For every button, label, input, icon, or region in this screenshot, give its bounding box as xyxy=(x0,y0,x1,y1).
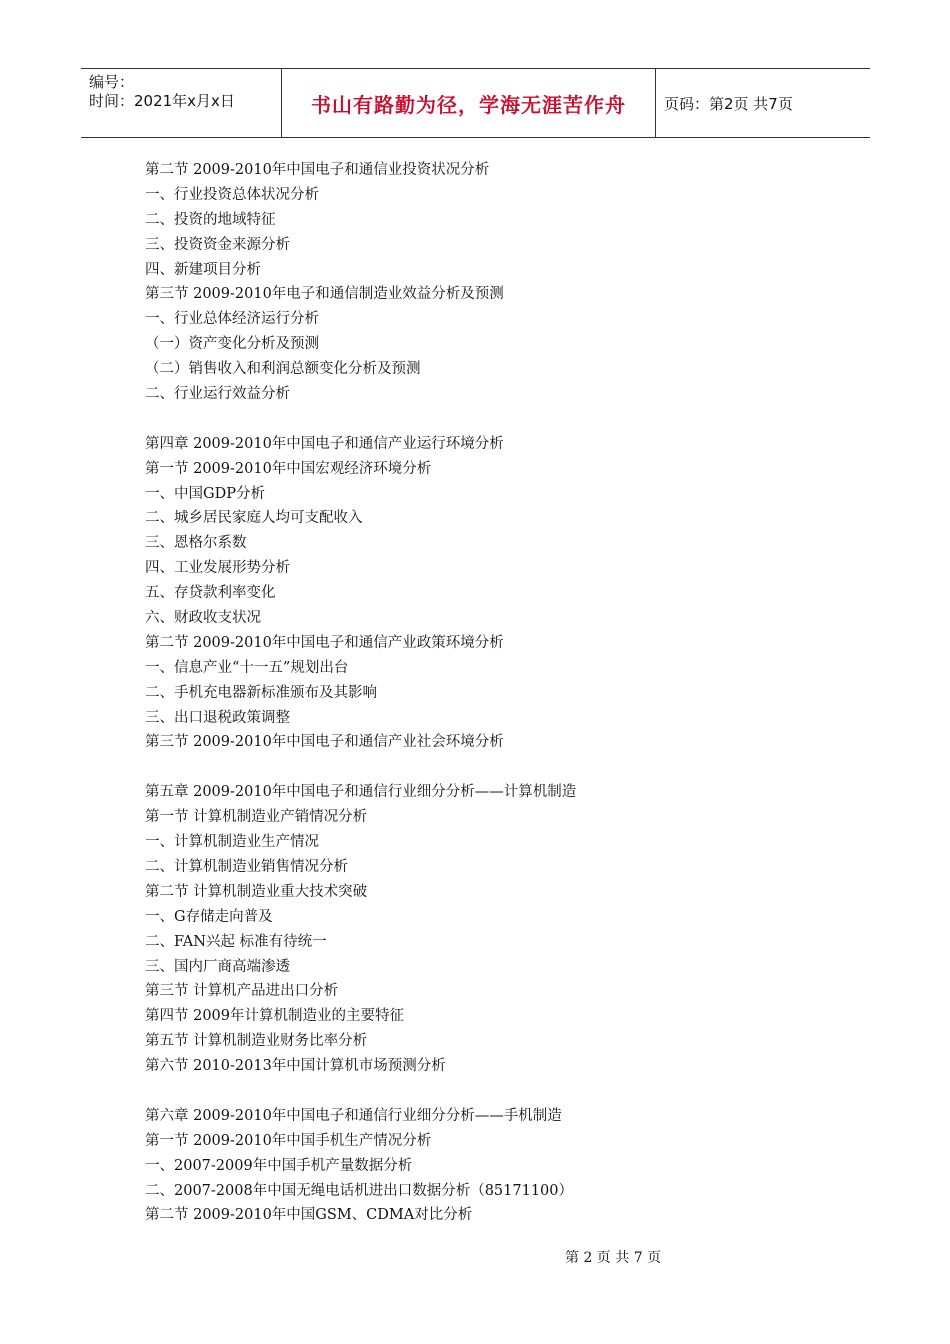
toc-spacer xyxy=(145,407,865,432)
toc-line: 二、计算机制造业销售情况分析 xyxy=(145,858,348,875)
toc-line: 第三节 2009-2010年电子和通信制造业效益分析及预测 xyxy=(145,286,504,303)
toc-line: 二、手机充电器新标准颁布及其影响 xyxy=(145,684,377,701)
toc-line: 第一节 计算机制造业产销情况分析 xyxy=(145,809,368,826)
document-date-label: 时间：2021年x月x日 xyxy=(89,92,235,110)
toc-line: （一）资产变化分析及预测 xyxy=(145,336,319,353)
header-page-number: 页码：第2页 共7页 xyxy=(664,94,793,113)
page-footer xyxy=(0,1247,950,1267)
document-number-label: 编号： xyxy=(89,73,135,91)
toc-line: 第三节 2009-2010年中国电子和通信产业社会环境分析 xyxy=(145,734,504,751)
toc-line: 三、出口退税政策调整 xyxy=(145,709,290,726)
toc-line: 第四章 2009-2010年中国电子和通信产业运行环境分析 xyxy=(145,435,504,452)
toc-line: 一、G存储走向普及 xyxy=(145,908,273,925)
footer-page-number: 第 2 页 共 7 页 xyxy=(565,1250,662,1266)
toc-line: 第五章 2009-2010年中国电子和通信行业细分分析——计算机制造 xyxy=(145,784,577,801)
toc-line: 第二节 2009-2010年中国电子和通信产业政策环境分析 xyxy=(145,634,504,651)
toc-line: 三、恩格尔系数 xyxy=(145,535,247,552)
toc-line: 一、行业总体经济运行分析 xyxy=(145,311,319,328)
toc-line: 第六节 2010-2013年中国计算机市场预测分析 xyxy=(145,1058,446,1075)
toc-spacer xyxy=(145,755,865,780)
toc-line: 第一节 2009-2010年中国手机生产情况分析 xyxy=(145,1132,432,1149)
toc-line: 二、2007-2008年中国无绳电话机进出口数据分析（85171100） xyxy=(145,1182,574,1199)
toc-line: 第五节 计算机制造业财务比率分析 xyxy=(145,1033,368,1050)
toc-line: 一、2007-2009年中国手机产量数据分析 xyxy=(145,1157,413,1174)
toc-line: 一、行业投资总体状况分析 xyxy=(145,186,319,203)
toc-line: 三、投资资金来源分析 xyxy=(145,236,290,253)
table-of-contents xyxy=(145,158,865,1228)
toc-line: （二）销售收入和利润总额变化分析及预测 xyxy=(145,361,421,378)
page-header xyxy=(81,68,870,138)
toc-line: 二、城乡居民家庭人均可支配收入 xyxy=(145,510,363,527)
toc-line: 第二节 计算机制造业重大技术突破 xyxy=(145,883,368,900)
toc-line: 第三节 计算机产品进出口分析 xyxy=(145,983,339,1000)
toc-line: 一、中国GDP分析 xyxy=(145,485,265,502)
header-motto: 书山有路勤为径，学海无涯苦作舟 xyxy=(282,69,656,137)
toc-line: 一、计算机制造业生产情况 xyxy=(145,834,319,851)
toc-line: 一、信息产业“十一五”规划出台 xyxy=(145,659,349,676)
header-meta xyxy=(81,69,282,137)
toc-line: 四、工业发展形势分析 xyxy=(145,560,290,577)
toc-line: 第四节 2009年计算机制造业的主要特征 xyxy=(145,1008,405,1025)
toc-line: 第一节 2009-2010年中国宏观经济环境分析 xyxy=(145,460,432,477)
toc-line: 二、投资的地域特征 xyxy=(145,211,276,228)
toc-line: 二、FAN兴起 标准有待统一 xyxy=(145,933,327,950)
toc-line: 第六章 2009-2010年中国电子和通信行业细分分析——手机制造 xyxy=(145,1107,562,1124)
toc-line: 五、存贷款利率变化 xyxy=(145,585,276,602)
toc-line: 二、行业运行效益分析 xyxy=(145,386,290,403)
toc-line: 第二节 2009-2010年中国电子和通信业投资状况分析 xyxy=(145,162,490,178)
toc-line: 三、国内厂商高端渗透 xyxy=(145,958,290,975)
toc-spacer xyxy=(145,1079,865,1104)
toc-line: 六、财政收支状况 xyxy=(145,610,261,627)
toc-line: 第二节 2009-2010年中国GSM、CDMA对比分析 xyxy=(145,1207,473,1224)
toc-line: 四、新建项目分析 xyxy=(145,261,261,278)
